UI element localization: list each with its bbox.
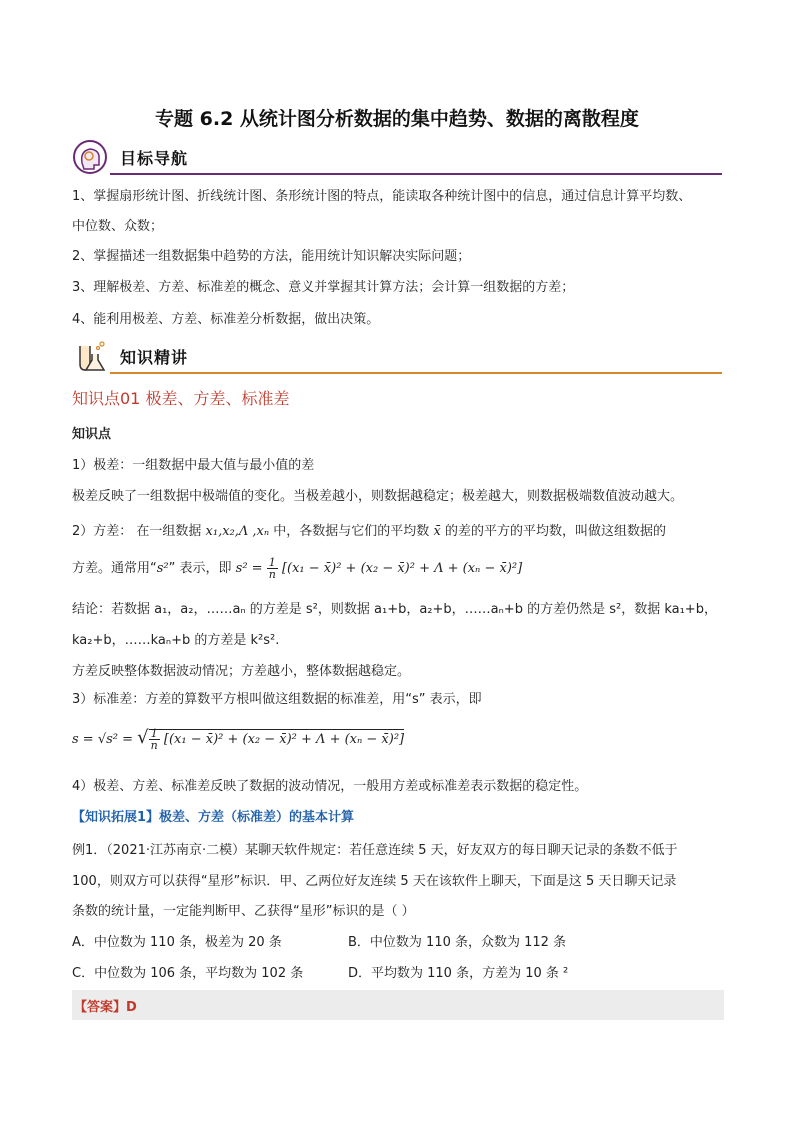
std-formula: [72, 728, 732, 751]
text-span: 方差。通常用“: [72, 561, 157, 576]
option-d: D．平均数为 110 条，方差为 10 条 ²: [348, 966, 569, 981]
text-span: 中，各数据与它们的平均数: [273, 524, 430, 539]
sqrt-body: [149, 727, 405, 752]
math-span: s = √s² =: [72, 732, 134, 747]
goal-line: 2、掌握描述一组数据集中趋势的方法，能用统计知识解决实际问题；: [72, 249, 471, 264]
option-c: C．中位数为 106 条，平均数为 102 条: [72, 966, 304, 981]
section-rule: [110, 372, 722, 374]
text-span: 的差的平方的平均数，叫做这组数据的: [444, 524, 666, 539]
frac-den: n: [268, 568, 276, 581]
variance-definition: [72, 522, 732, 542]
frac-num: 1: [267, 557, 278, 569]
example-line: 100，则双方可以获得“星形”标识．甲、乙两位好友连续 5 天在该软件上聊天，下面是这 5 天日聊天记录: [72, 874, 677, 889]
text-line: 3）标准差：方差的算数平方根叫做这组数据的标准差，用“s” 表示，即: [72, 692, 482, 707]
math-span: [(x₁ − x̄)² + (x₂ − x̄)² + Λ + (xₙ − x̄)²]: [281, 561, 523, 576]
section-goals: [72, 139, 722, 175]
section-rule: [110, 173, 722, 175]
answer-text: 【答案】D: [74, 1000, 137, 1015]
section-label: 知识精讲: [120, 348, 189, 367]
frac-num: 1: [149, 728, 160, 740]
page-title: 专题 6.2 从统计图分析数据的集中趋势、数据的离散程度: [155, 108, 639, 130]
text-line: 极差反映了一组数据中极端值的变化。当极差越小，则数据越稳定；极差越大，则数据极端数值波动越大。: [72, 489, 684, 504]
text-line: 结论：若数据 a₁，a₂，……aₙ 的方差是 s²，则数据 a₁+b，a₂+b，……aₙ+b 的方差仍然是 s²，数据 ka₁+b，: [72, 602, 717, 617]
knowledge-label: 知识点: [72, 427, 112, 442]
option-a: A．中位数为 110 条，极差为 20 条: [72, 935, 282, 950]
goal-line: 1、掌握扇形统计图、折线统计图、条形统计图的特点，能读取各种统计图中的信息，通过信息计算平均数、: [72, 189, 692, 204]
text-line: 4）极差、方差、标准差反映了数据的波动情况，一般用方差或标准差表示数据的稳定性。: [72, 779, 588, 794]
flask-icon: [72, 338, 108, 374]
text-line: ka₂+b，……kaₙ+b 的方差是 k²s².: [72, 633, 280, 648]
math-span: s² =: [235, 561, 263, 576]
text-line: 1）极差：一组数据中最大值与最小值的差: [72, 458, 315, 473]
answer-box: [72, 990, 724, 1020]
math-span: s²: [156, 561, 169, 576]
math-span: x₁,x₂,Λ ,xₙ: [205, 524, 270, 539]
sqrt-sign: √: [137, 727, 149, 748]
math-span: x̄: [433, 524, 441, 539]
fraction: [149, 728, 160, 751]
knowledge-point-heading: 知识点01 极差、方差、标准差: [72, 389, 290, 408]
brain-head-icon: [72, 139, 108, 175]
text-line: 方差反映整体数据波动情况；方差越小，整体数据越稳定。: [72, 664, 411, 679]
section-knowledge: [72, 338, 722, 374]
text-span: ” 表示，即: [168, 561, 232, 576]
text-span: 2）方差： 在一组数据: [72, 524, 202, 539]
example-line: 条数的统计量，一定能判断甲、乙获得“星形”标识的是（ ）: [72, 904, 415, 919]
frac-den: n: [150, 739, 158, 752]
example-line: 例1．（2021·江苏南京·二模）某聊天软件规定：若任意连续 5 天，好友双方的每日聊天记录的条数不低于: [72, 843, 678, 858]
goal-line: 中位数、众数；: [72, 219, 164, 234]
math-span: [(x₁ − x̄)² + (x₂ − x̄)² + Λ + (xₙ − x̄)²]: [163, 732, 405, 747]
option-b: B．中位数为 110 条，众数为 112 条: [348, 935, 567, 950]
variance-formula: [72, 557, 732, 580]
extension-heading: 【知识拓展1】极差、方差（标准差）的基本计算: [72, 810, 355, 825]
section-label: 目标导航: [120, 149, 189, 168]
goal-line: 4、能利用极差、方差、标准差分析数据，做出决策。: [72, 312, 380, 327]
goal-line: 3、理解极差、方差、标准差的概念、意义并掌握其计算方法；会计算一组数据的方差；: [72, 280, 575, 295]
fraction: [267, 557, 278, 580]
